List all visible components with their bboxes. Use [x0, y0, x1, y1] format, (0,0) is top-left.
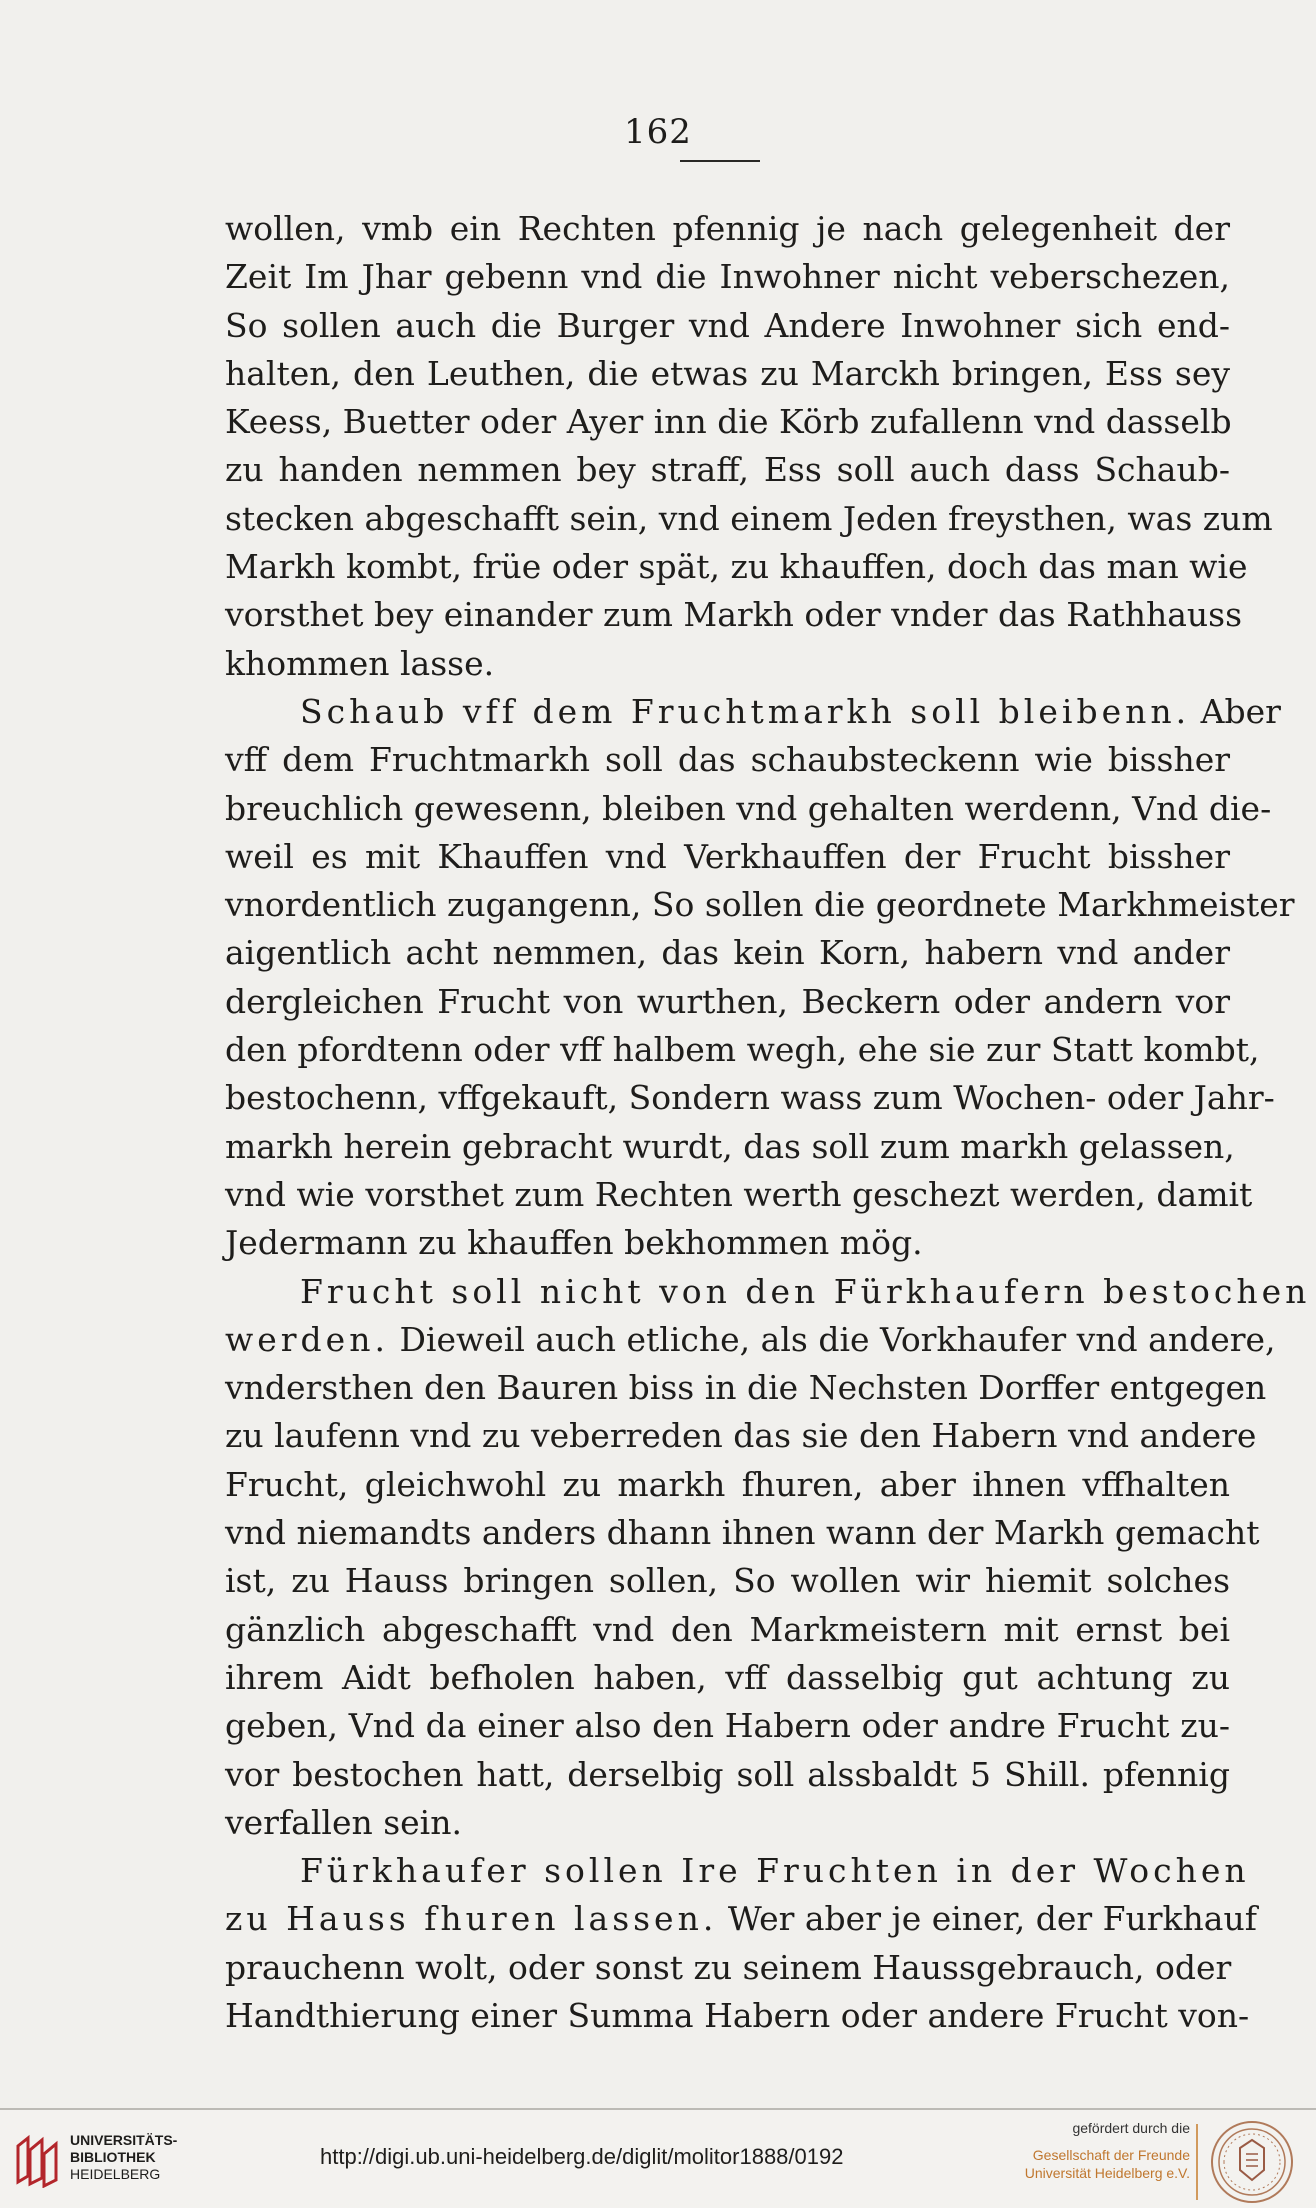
- library-name-line: UNIVERSITÄTS-: [70, 2132, 178, 2148]
- text-line: weil es mit Khauffen vnd Verkhauffen der Frucht bissher: [225, 836, 1230, 876]
- section-heading-line: [225, 1895, 1257, 1943]
- text-line: Markh kombt, früe oder spät, zu khauffen, doch das man wie: [225, 547, 1248, 587]
- text-line: ihrem Aidt befholen haben, vff dasselbig gut achtung zu: [225, 1657, 1230, 1697]
- text-line: vnordentlich zugangenn, So sollen die geordnete Markhmeister: [225, 885, 1295, 925]
- text-line: halten, den Leuthen, die etwas zu Marckh bringen, Ess sey: [225, 353, 1230, 393]
- text-line: stecken abgeschafft sein, vnd einem Jeden freysthen, was zum: [225, 498, 1273, 538]
- text-line: bestochenn, vffgekauft, Sondern wass zum Wochen- oder Jahr-: [225, 1078, 1275, 1118]
- text-line: den pfordtenn oder vff halbem wegh, ehe sie zur Statt kombt,: [225, 1030, 1260, 1070]
- page-number: 162: [624, 112, 692, 152]
- text-line: gänzlich abgeschafft vnd den Markmeistern mit ernst bei: [225, 1609, 1230, 1649]
- footer-bar: [0, 2108, 1316, 2208]
- text-line: verfallen sein.: [225, 1802, 462, 1842]
- section-heading-line: [225, 688, 1281, 736]
- sponsor-label: gefördert durch die: [1072, 2120, 1190, 2136]
- section-heading: Schaub vff dem Fruchtmarkh soll bleibenn.: [300, 691, 1191, 731]
- permalink-url[interactable]: http://digi.ub.uni-heidelberg.de/diglit/molitor1888/0192: [320, 2144, 844, 2169]
- text-line: Frucht, gleichwohl zu markh fhuren, aber ihnen vffhalten: [225, 1464, 1230, 1504]
- text-line: Handthierung einer Summa Habern oder andere Frucht von-: [225, 1995, 1250, 2035]
- text-line: Zeit Im Jhar gebenn vnd die Inwohner nicht veberschezen,: [225, 257, 1230, 297]
- text-line: zu laufenn vnd zu veberreden das sie den Habern vnd andere: [225, 1416, 1257, 1456]
- text-line: vorsthet bey einander zum Markh oder vnder das Rathhauss: [225, 595, 1243, 635]
- section-heading-cont: zu Hauss fhuren lassen.: [225, 1899, 718, 1939]
- sponsor-name: [1010, 2146, 1190, 2182]
- sponsor-name-line: Universität Heidelberg e.V.: [1024, 2165, 1190, 2181]
- text-line: prauchenn wolt, oder sonst zu seinem Haussgebrauch, oder: [225, 1947, 1232, 1987]
- university-seal-icon: [1210, 2120, 1294, 2204]
- library-name-line: HEIDELBERG: [70, 2166, 161, 2182]
- text-line: vnd wie vorsthet zum Rechten werth geschezt werden, damit: [225, 1174, 1253, 1214]
- library-logo-icon: [14, 2132, 60, 2188]
- library-name: [70, 2132, 177, 2183]
- text-line: Jedermann zu khauffen bekhommen mög.: [225, 1223, 923, 1263]
- text-line: markh herein gebracht wurdt, das soll zum markh gelassen,: [225, 1126, 1235, 1166]
- sponsor-name-line: Gesellschaft der Freunde: [1032, 2147, 1190, 2163]
- text-line: geben, Vnd da einer also den Habern oder andre Frucht zu-: [225, 1706, 1230, 1746]
- page-number-rule: [680, 160, 760, 162]
- section-heading-cont: werden.: [225, 1319, 389, 1359]
- text-line: dergleichen Frucht von wurthen, Beckern oder andern vor: [225, 981, 1230, 1021]
- text-line: khommen lasse.: [225, 643, 495, 683]
- text-line: So sollen auch die Burger vnd Andere Inwohner sich end-: [225, 305, 1230, 345]
- text-line: aigentlich acht nemmen, das kein Korn, habern vnd ander: [225, 933, 1230, 973]
- text-line: breuchlich gewesenn, bleiben vnd gehalten werdenn, Vnd die-: [225, 788, 1272, 828]
- text-line: ist, zu Hauss bringen sollen, So wollen wir hiemit solches: [225, 1561, 1230, 1601]
- section-heading: Fürkhaufer sollen Ire Fruchten in der Wochen: [300, 1851, 1250, 1891]
- text-line: vor bestochen hatt, derselbig soll alssbaldt 5 Shill. pfennig: [225, 1754, 1230, 1794]
- text-line: zu handen nemmen bey straff, Ess soll auch dass Schaub-: [225, 450, 1230, 490]
- library-name-line: BIBLIOTHEK: [70, 2149, 156, 2165]
- text-line: wollen, vmb ein Rechten pfennig je nach gelegenheit der: [225, 209, 1230, 248]
- text-line: Keess, Buetter oder Ayer inn die Körb zufallenn vnd dasselb: [225, 402, 1232, 442]
- section-heading-line: [225, 1316, 1276, 1364]
- text-line: vndersthen den Bauren biss in die Nechsten Dorffer entgegen: [225, 1368, 1267, 1408]
- page-text: [225, 205, 1311, 2040]
- text-line: vff dem Fruchtmarkh soll das schaubsteckenn wie bissher: [225, 740, 1230, 780]
- section-heading: Frucht soll nicht von den Fürkhaufern bestochen: [300, 1271, 1311, 1311]
- footer-divider: [1196, 2124, 1198, 2200]
- section-text: Aber: [1200, 691, 1281, 731]
- section-text: Wer aber je einer, der Furkhauf: [727, 1899, 1257, 1939]
- section-text: Dieweil auch etliche, als die Vorkhaufer vnd andere,: [399, 1319, 1276, 1359]
- text-line: vnd niemandts anders dhann ihnen wann der Markh gemacht: [225, 1513, 1260, 1553]
